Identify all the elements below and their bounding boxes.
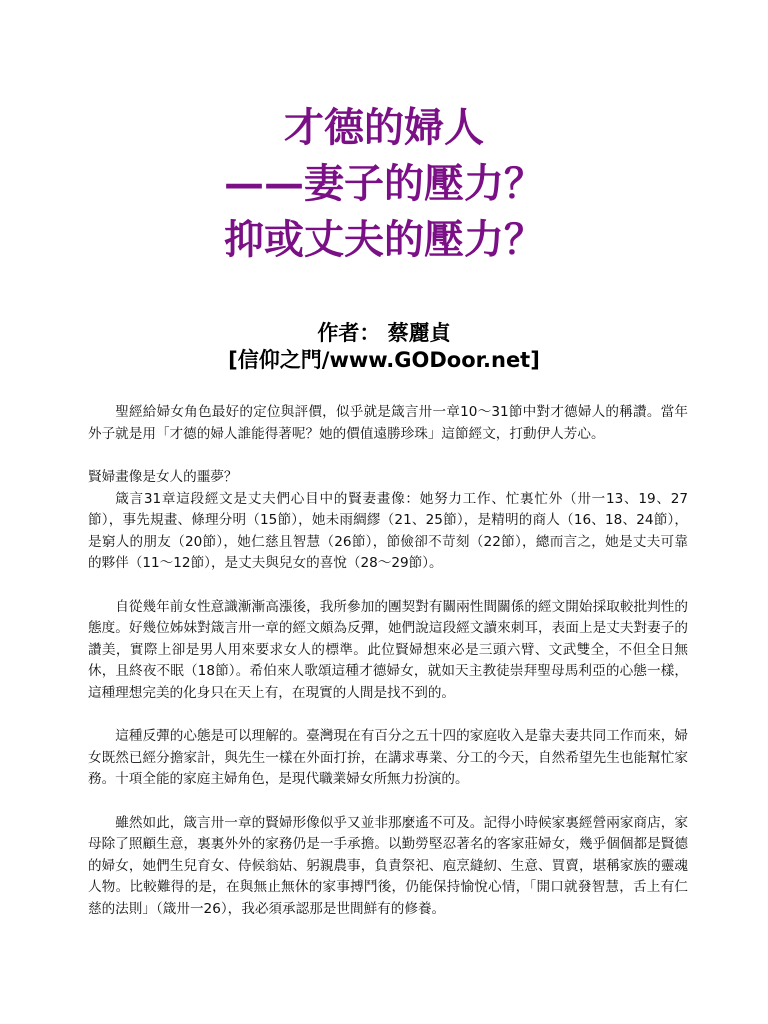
title-line-1: 才德的婦人 [284, 104, 484, 151]
paragraph-portrait: 箴言31章這段經文是丈夫們心目中的賢妻畫像：她努力工作、忙裏忙外（卅一13、19、27節），事先規畫、條理分明（15節），她未雨綢繆（21、25節），是精明的商人（16、18、24節），是窮人的朋友（20節），她仁慈且智慧（26節），節儉卻不苛刻（22節），總而言之，她是丈夫可靠的夥伴（11～12節），是丈夫與兒女的喜悅（28～29節）。 [88, 490, 688, 571]
paragraph-memory: 雖然如此，箴言卅一章的賢婦形像似乎又並非那麼遙不可及。記得小時候家裏經營兩家商店，家母除了照顧生意，裏裏外外的家務仍是一手承擔。以勤勞堅忍著名的客家莊婦女，幾乎個個都是賢德的婦女，她們生兒育女、侍候翁姑、躬親農事，負責祭祀、庖烹縫紉、生意、買賣，堪稱家族的靈魂人物。比較難得的是，在與無止無休的家事搏鬥後，仍能保持愉悅心情，「開口就發智慧，舌上有仁慈的法則」（箴卅一26），我必須承認那是世間鮮有的修養。 [88, 814, 688, 917]
article-title [0, 100, 768, 268]
byline [0, 320, 768, 374]
title-line-2: ——妻子的壓力？ [224, 160, 544, 207]
author-row [0, 320, 768, 347]
source-site: [信仰之門/www.GODoor.net] [228, 348, 540, 372]
author-name: 蔡麗貞 [387, 321, 451, 345]
title-line-3: 抑或丈夫的壓力？ [224, 216, 544, 263]
article-body [88, 402, 688, 942]
author-label: 作者： [317, 321, 381, 345]
paragraph-intro: 聖經給婦女角色最好的定位與評價，似乎就是箴言卅一章10～31節中對才德婦人的稱讚。當年外子就是用「才德的婦人誰能得著呢？她的價值遠勝珍珠」這節經文，打動伊人芳心。 [88, 404, 688, 442]
section-subheading: 賢婦畫像是女人的噩夢？ [88, 469, 238, 485]
paragraph-understanding: 這種反彈的心態是可以理解的。臺灣現在有百分之五十四的家庭收入是靠夫妻共同工作而來，婦女既然已經分擔家計，與先生一樣在外面打拚，在講求專業、分工的今天，自然希望先生也能幫忙家務。十項全能的家庭主婦角色，是現代職業婦女所無力扮演的。 [88, 728, 688, 787]
paragraph-reaction: 自從幾年前女性意識漸漸高漲後，我所參加的團契對有關兩性間關係的經文開始採取較批判性的態度。好幾位姊妹對箴言卅一章的經文頗為反彈，她們說這段經文讀來刺耳，表面上是丈夫對妻子的讚美，實際上卻是男人用來要求女人的標準。此位賢婦想來必是三頭六臂、文武雙全，不但全日無休，且終夜不眠（18節）。希伯來人歌頌這種才德婦女，就如天主教徒崇拜聖母馬利亞的心態一樣，這種理想完美的化身只在天上有，在現實的人間是找不到的。 [88, 598, 688, 701]
